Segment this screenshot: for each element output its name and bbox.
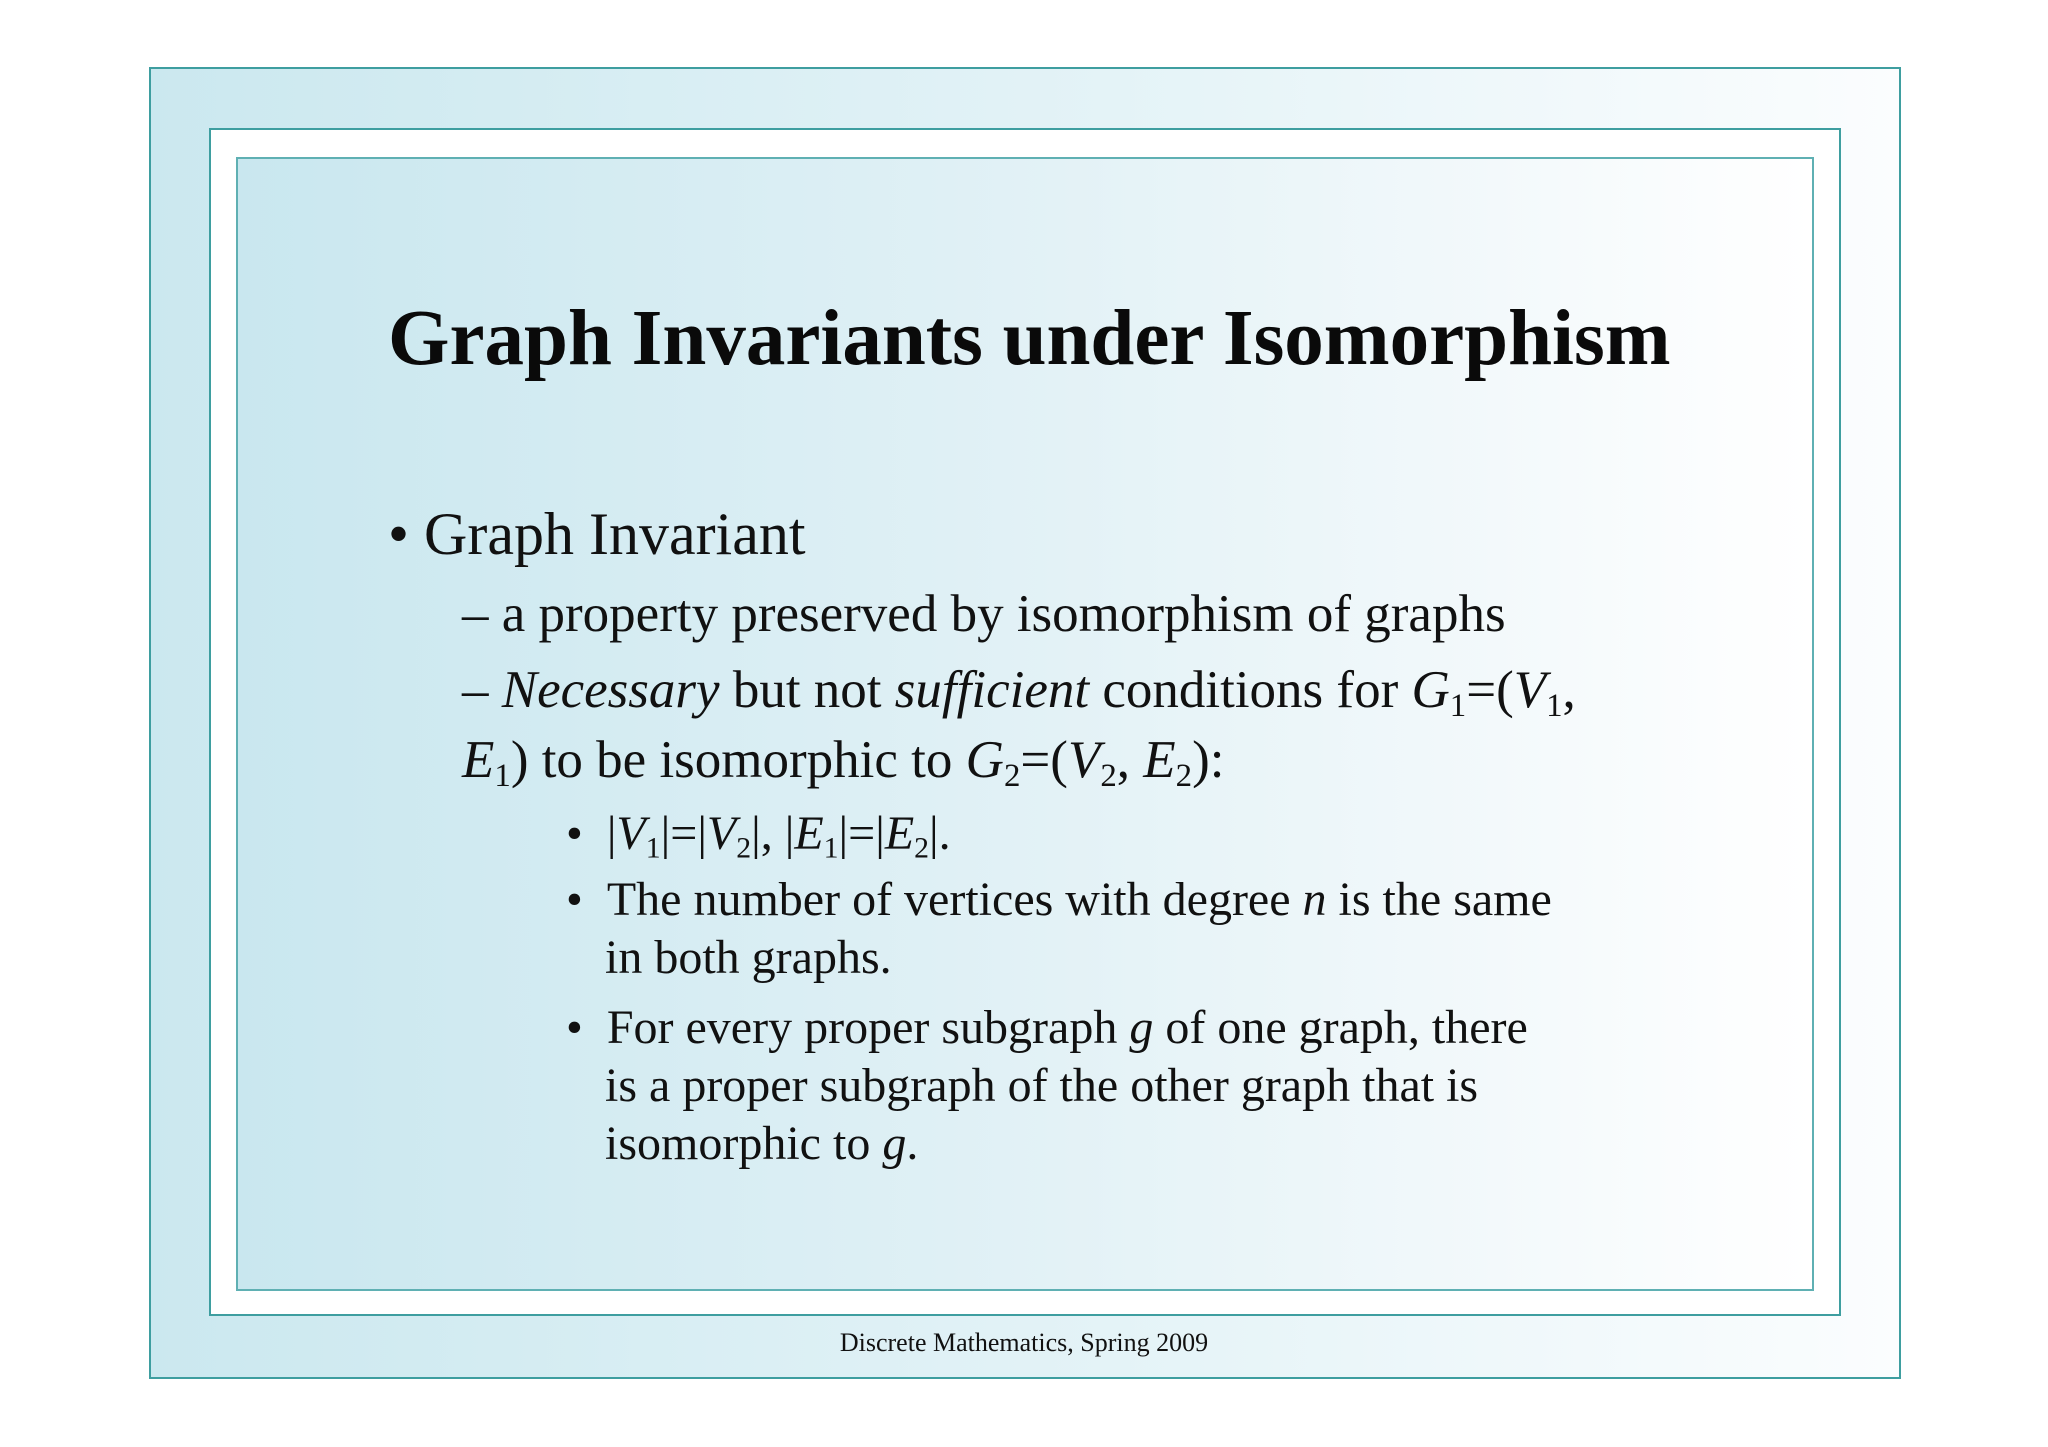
eq-open: =( bbox=[1020, 731, 1068, 789]
text-but-not: but not bbox=[732, 661, 882, 719]
var-n: n bbox=[1302, 873, 1327, 926]
dash-marker: – bbox=[462, 585, 489, 643]
bullet-graph-invariant bbox=[388, 500, 806, 569]
subscript: 2 bbox=[914, 831, 930, 865]
subscript: 1 bbox=[1449, 688, 1467, 725]
var-g: g bbox=[882, 1117, 907, 1170]
eq: = bbox=[670, 807, 698, 860]
bullet-marker: • bbox=[566, 873, 583, 926]
item-degree-line2: in both graphs. bbox=[605, 931, 892, 984]
sufficient-word: sufficient bbox=[894, 661, 1090, 719]
footer-text: Discrete Mathematics, Spring 2009 bbox=[839, 1328, 1209, 1357]
item-text: isomorphic to bbox=[605, 1117, 871, 1170]
comma: , bbox=[1562, 661, 1576, 719]
item-text: For every proper subgraph bbox=[606, 1001, 1118, 1054]
end: . bbox=[906, 1117, 919, 1170]
eq-open: =( bbox=[1466, 661, 1514, 719]
sep: , bbox=[760, 807, 773, 860]
eq: = bbox=[848, 807, 876, 860]
subscript: 1 bbox=[645, 831, 661, 865]
item-text: of one graph, there bbox=[1165, 1001, 1528, 1054]
var-g: G bbox=[965, 731, 1004, 789]
bar: | bbox=[784, 807, 795, 860]
text-to-be-isomorphic: ) to be isomorphic to bbox=[510, 731, 953, 789]
var-e: E bbox=[1143, 731, 1176, 789]
var-e: E bbox=[884, 807, 915, 860]
item-text: is the same bbox=[1338, 873, 1552, 926]
bar: | bbox=[660, 807, 671, 860]
item-cardinality bbox=[566, 806, 951, 865]
bar: | bbox=[697, 807, 707, 860]
bullet-label: Graph Invariant bbox=[424, 501, 806, 567]
text-conditions-for: conditions for bbox=[1102, 661, 1399, 719]
var-v: V bbox=[1067, 731, 1101, 789]
var-g: G bbox=[1411, 661, 1450, 719]
var-v: V bbox=[616, 807, 646, 860]
subscript: 2 bbox=[736, 831, 752, 865]
bar: | bbox=[929, 807, 939, 860]
item-text: The number of vertices with degree bbox=[606, 873, 1291, 926]
necessary-word: Necessary bbox=[501, 661, 720, 719]
var-e: E bbox=[794, 807, 824, 860]
item-subgraph-line3 bbox=[605, 1116, 918, 1171]
item-degree-line1 bbox=[566, 872, 1552, 927]
item-subgraph-line1 bbox=[566, 1000, 1528, 1055]
subscript: 1 bbox=[1546, 688, 1563, 725]
bar: | bbox=[606, 807, 617, 860]
end: . bbox=[938, 807, 951, 860]
sub-item-conditions-line1 bbox=[462, 660, 1576, 725]
subscript: 1 bbox=[823, 831, 839, 865]
item-subgraph-line2: is a proper subgraph of the other graph that is bbox=[605, 1059, 1479, 1112]
var-e: E bbox=[462, 731, 495, 789]
sub-item-conditions-line2 bbox=[462, 730, 1225, 795]
bar: | bbox=[751, 807, 761, 860]
bar: | bbox=[875, 807, 885, 860]
bullet-marker: • bbox=[566, 807, 583, 860]
tail: ): bbox=[1192, 731, 1225, 789]
var-v: V bbox=[706, 807, 737, 860]
bullet-marker: • bbox=[566, 1001, 583, 1054]
subscript: 2 bbox=[1100, 758, 1117, 795]
sub-item-property bbox=[462, 584, 1506, 644]
subscript: 1 bbox=[494, 758, 511, 795]
subscript: 2 bbox=[1003, 758, 1021, 795]
var-v: V bbox=[1513, 661, 1547, 719]
subscript: 2 bbox=[1175, 758, 1193, 795]
bar: | bbox=[838, 807, 849, 860]
var-g: g bbox=[1129, 1001, 1154, 1054]
slide-title: Graph Invariants under Isomorphism bbox=[388, 295, 1671, 382]
sub-item-text: a property preserved by isomorphism of graphs bbox=[501, 585, 1506, 643]
bullet-marker: • bbox=[388, 501, 410, 567]
dash-marker: – bbox=[462, 661, 489, 719]
comma: , bbox=[1116, 731, 1130, 789]
